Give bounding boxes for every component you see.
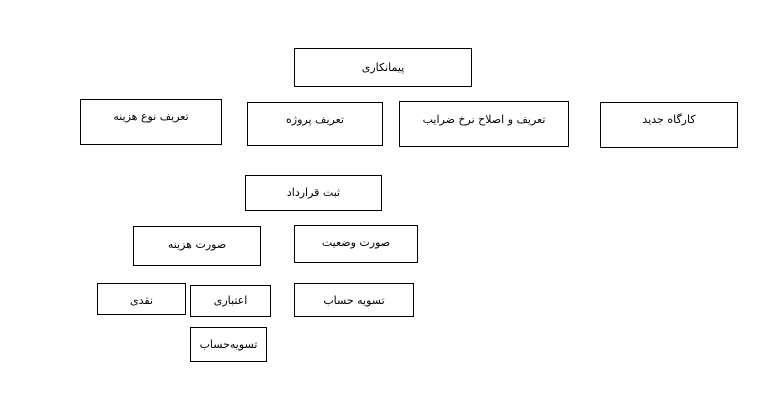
node-cash[interactable] [97, 283, 186, 315]
node-cash-label: نقدی [130, 294, 154, 307]
node-new-site-label: کارگاه جدید [642, 113, 696, 126]
node-define-tax-rates[interactable] [399, 101, 569, 147]
node-register-contract[interactable] [245, 175, 382, 211]
node-define-cost-type-label: تعریف نوع هزینه [113, 110, 189, 123]
node-settlement-label: تسویه حساب [323, 294, 385, 307]
node-define-project-label: تعریف پروژه [286, 113, 344, 126]
node-define-tax-rates-label: تعریف و اصلاح نرخ ضرایب [422, 113, 546, 126]
root-node-contracting[interactable] [294, 48, 472, 87]
node-credit-settlement[interactable] [190, 327, 267, 362]
node-new-site[interactable] [600, 102, 738, 148]
node-status-report[interactable] [294, 225, 418, 263]
node-cost-invoice[interactable] [133, 226, 261, 266]
node-settlement[interactable] [294, 283, 414, 317]
node-credit[interactable] [190, 285, 271, 317]
node-register-contract-label: ثبت قرارداد [286, 186, 341, 199]
node-define-cost-type[interactable] [80, 99, 222, 145]
node-credit-settlement-label: تسویه‌حساب [199, 338, 258, 351]
root-node-label: پیمانکاری [361, 61, 405, 74]
node-status-report-label: صورت وضعیت [321, 236, 391, 249]
node-credit-label: اعتباری [213, 294, 248, 307]
node-cost-invoice-label: صورت هزینه [167, 238, 227, 251]
node-define-project[interactable] [247, 102, 383, 146]
